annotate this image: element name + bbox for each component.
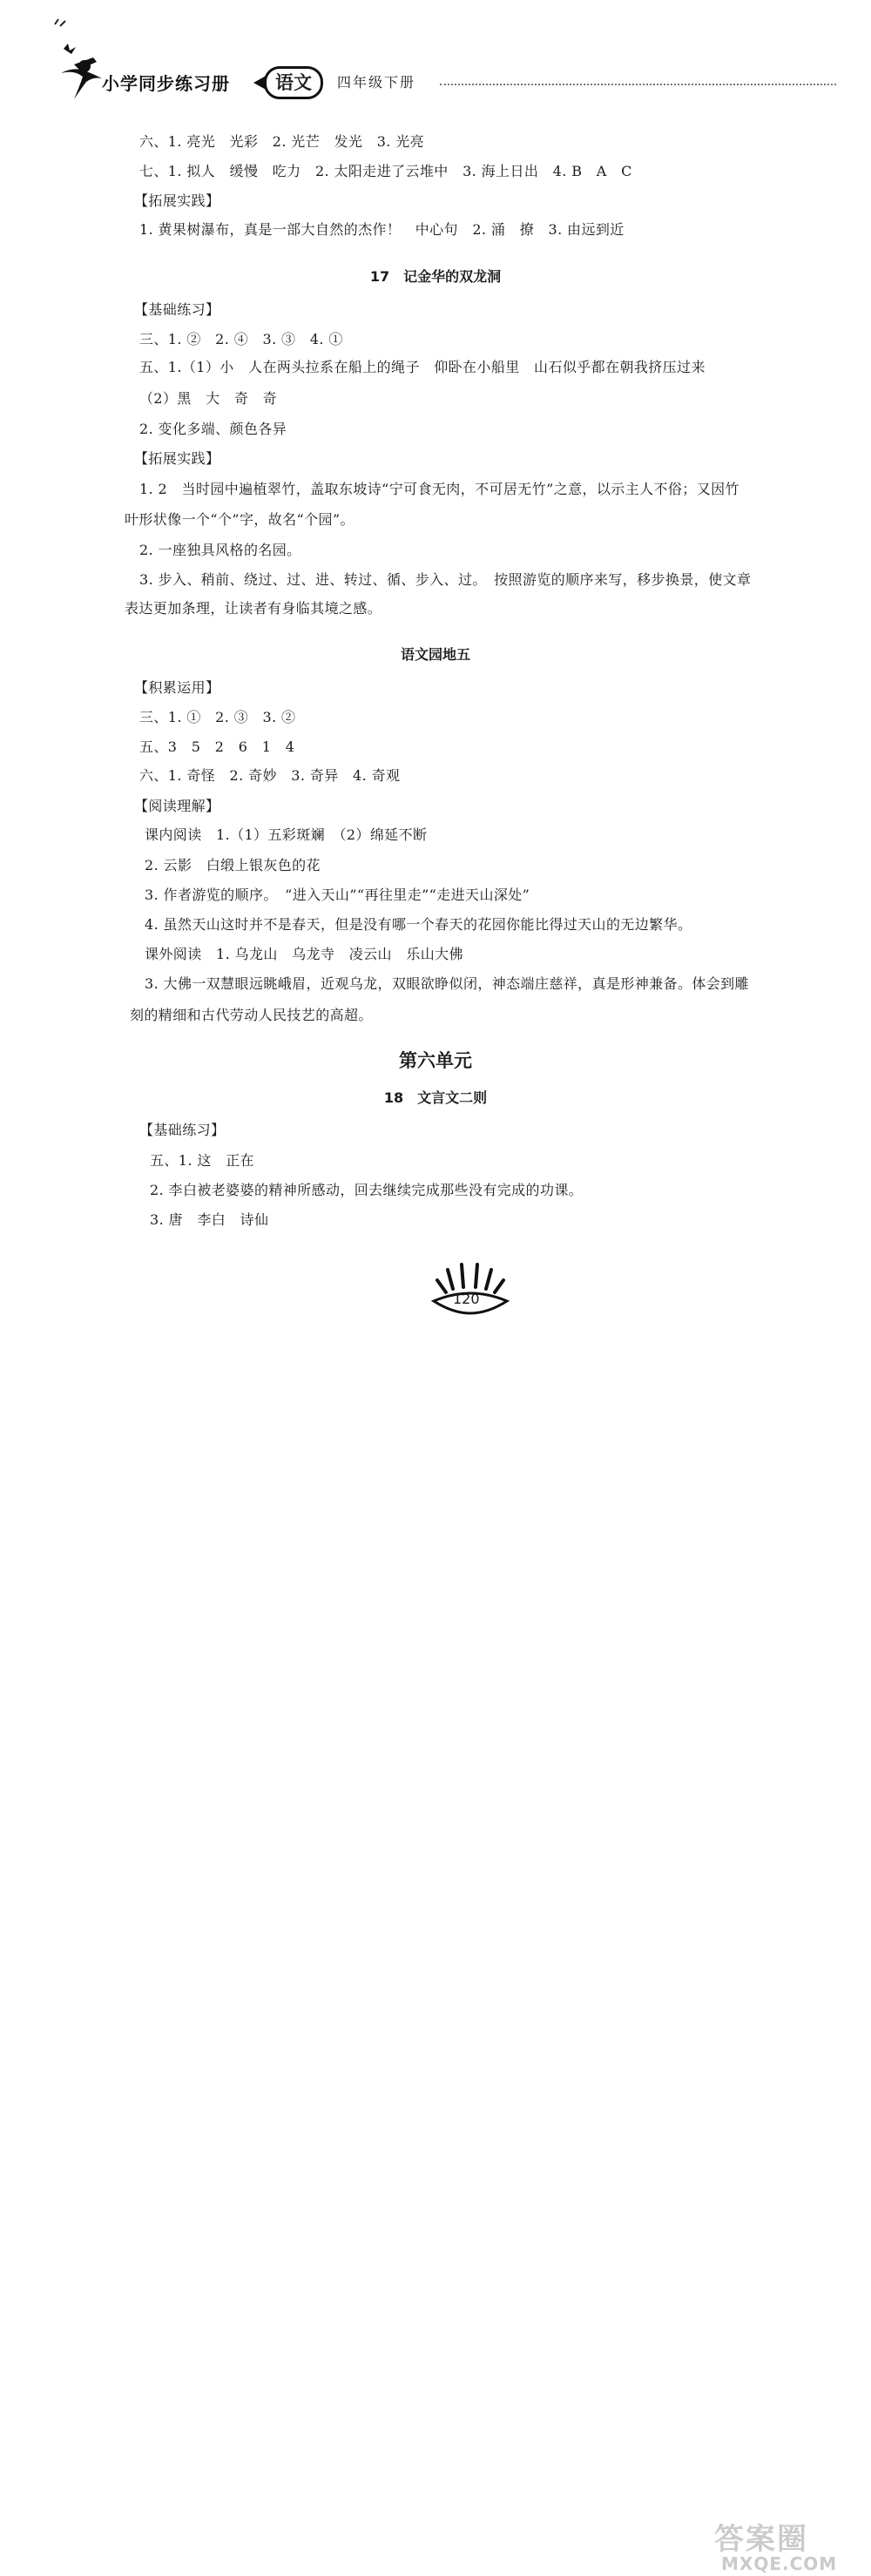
answer-line: 六、1. 奇怪 2. 奇妙 3. 奇异 4. 奇观 — [139, 767, 401, 784]
answer-line: 3. 唐 李白 诗仙 — [150, 1211, 269, 1228]
answer-line: 刻的精细和古代劳动人民技艺的高超。 — [130, 1007, 373, 1023]
answer-line: 2. 一座独具风格的名园。 — [139, 542, 301, 558]
answer-line: 1. 黄果树瀑布，真是一部大自然的杰作！ 中心句 2. 涌 撩 3. 由远到近 — [139, 221, 625, 238]
header-dotted-rule — [440, 84, 836, 85]
answer-line: 三、1. ② 2. ④ 3. ③ 4. ① — [139, 331, 343, 347]
subject-badge: 语文 — [264, 66, 323, 99]
section-bracket-label: 【拓展实践】 — [134, 192, 220, 209]
page-number: 120 — [453, 1291, 480, 1307]
answer-line: 1. 2 当时园中遍植翠竹，盖取东坡诗“宁可食无肉，不可居无竹”之意，以示主人不俗；又因竹 — [139, 481, 739, 497]
answer-line: （2）黑 大 奇 奇 — [139, 390, 278, 407]
sunburst-page-ornament-icon — [427, 1263, 514, 1317]
answer-line: 叶形状像一个“个”字，故名“个园”。 — [125, 511, 354, 528]
answer-line: 课外阅读 1. 乌龙山 乌龙寺 凌云山 乐山大佛 — [145, 946, 463, 962]
series-title: 小学同步练习册 — [102, 73, 230, 94]
page-footer — [0, 1261, 871, 2574]
answer-line: 4. 虽然天山这时并不是春天，但是没有哪一个春天的花园你能比得过天山的无边繁华。 — [145, 916, 692, 933]
answer-line: 2. 变化多端、颜色各异 — [139, 421, 287, 437]
answer-line: 表达更加条理，让读者有身临其境之感。 — [125, 600, 382, 617]
unit-title: 第六单元 — [399, 1050, 472, 1071]
reading-child-logo-icon — [48, 16, 109, 103]
answer-line: 课内阅读 1.（1）五彩斑斓 （2）绵延不断 — [145, 826, 428, 843]
lesson-title: 18 文言文二则 — [383, 1089, 488, 1106]
section-bracket-label: 【基础练习】 — [139, 1122, 226, 1138]
answer-line: 三、1. ① 2. ③ 3. ② — [139, 709, 296, 725]
answer-line: 五、3 5 2 6 1 4 — [139, 738, 295, 755]
section-bracket-label: 【积累运用】 — [134, 679, 220, 696]
answer-line: 3. 步入、稍前、绕过、过、进、转过、循、步入、过。 按照游览的顺序来写，移步换景，使文章 — [139, 571, 752, 588]
lesson-title: 17 记金华的双龙洞 — [369, 268, 502, 285]
answer-line: 3. 大佛一双慧眼远眺峨眉，近观乌龙，双眼欲睁似闭，神态端庄慈祥，真是形神兼备。体会到雕 — [145, 975, 749, 992]
page-header — [48, 16, 832, 103]
grade-label: 四年级下册 — [337, 74, 416, 91]
watermark: 答案圈 MXQE.COM — [714, 2522, 838, 2574]
answer-line: 3. 作者游览的顺序。 “进入天山”“再往里走”“走进天山深处” — [145, 887, 530, 903]
answer-line: 五、1. 这 正在 — [150, 1152, 254, 1169]
answer-line: 2. 李白被老婆婆的精神所感动，回去继续完成那些没有完成的功课。 — [150, 1182, 584, 1198]
lesson-title: 语文园地五 — [400, 646, 470, 663]
section-bracket-label: 【阅读理解】 — [134, 798, 220, 814]
answer-line: 五、1.（1）小 人在两头拉系在船上的绳子 仰卧在小船里 山石似乎都在朝我挤压过来 — [139, 359, 706, 375]
answer-line: 六、1. 亮光 光彩 2. 光芒 发光 3. 光亮 — [139, 133, 425, 150]
answer-line: 2. 云影 白缎上银灰色的花 — [145, 857, 321, 873]
section-bracket-label: 【基础练习】 — [134, 301, 220, 318]
section-bracket-label: 【拓展实践】 — [134, 450, 220, 467]
answer-line: 七、1. 拟人 缓慢 吃力 2. 太阳走进了云堆中 3. 海上日出 4. B A C — [139, 163, 632, 179]
